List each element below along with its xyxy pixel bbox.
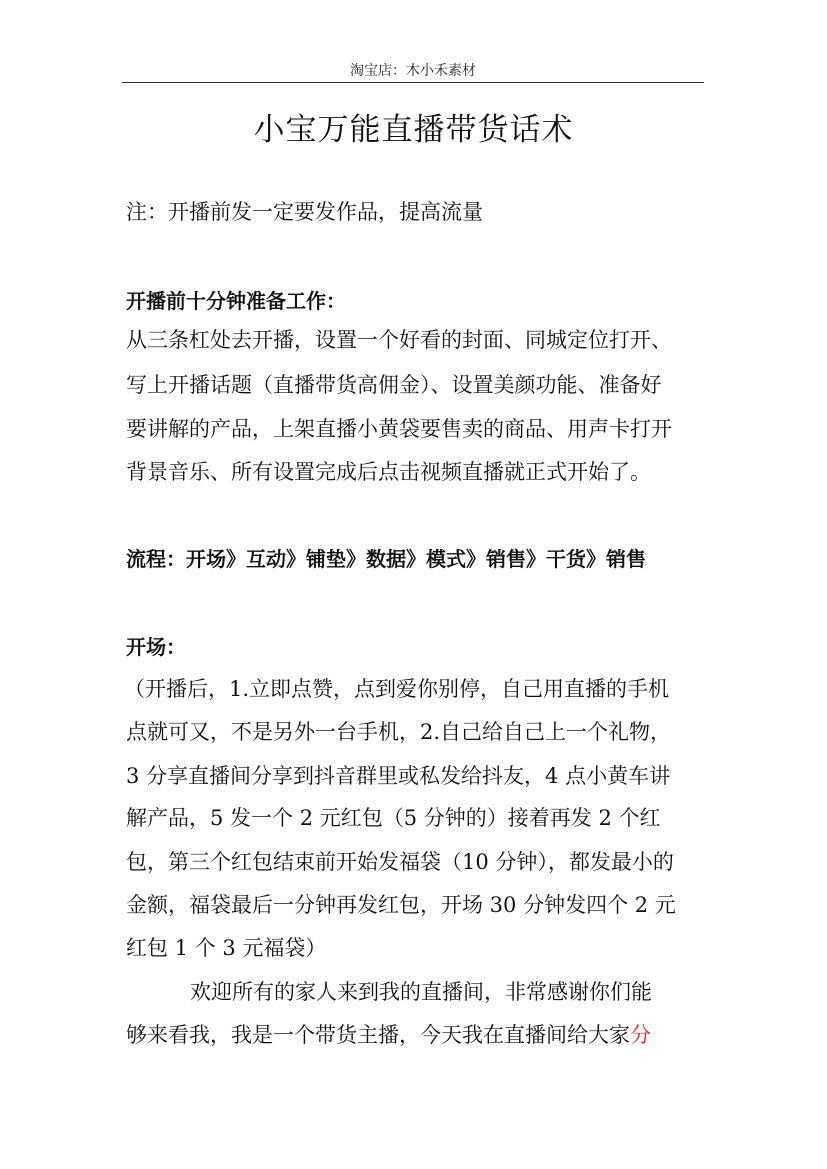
prep-line: 写上开播话题（直播带货高佣金）、设置美颜功能、准备好	[126, 373, 662, 397]
note-text: 注：开播前发一定要发作品，提高流量	[126, 200, 483, 224]
prep-heading: 开播前十分钟准备工作：	[126, 289, 346, 313]
opening-line: 包，第三个红包结束前开始发福袋（10 分钟），都发最小的	[126, 850, 674, 874]
opening-line: 点就可又，不是另外一台手机，2.自己给自己上一个礼物，	[126, 720, 672, 744]
header-divider	[122, 82, 704, 83]
prep-line: 要讲解的产品，上架直播小黄袋要售卖的商品、用声卡打开	[126, 417, 672, 441]
prep-line: 背景音乐、所有设置完成后点击视频直播就正式开始了。	[126, 460, 651, 484]
opening-line: （开播后，1.立即点赞，点到爱你别停，自己用直播的手机	[124, 677, 670, 701]
opening-line: 解产品，5 发一个 2 元红包（5 分钟的）接着再发 2 个红	[126, 806, 661, 830]
prep-line: 从三条杠处去开播，设置一个好看的封面、同城定位打开、	[126, 328, 672, 352]
flow-heading: 流程：开场》互动》铺垫》数据》模式》销售》干货》销售	[126, 547, 646, 571]
opening-heading: 开场：	[126, 635, 186, 659]
opening-script-text: 够来看我，我是一个带货主播，今天我在直播间给大家	[126, 1023, 630, 1047]
opening-script-line	[126, 1019, 651, 1049]
highlighted-text: 分	[630, 1023, 651, 1047]
header-shop-name: 淘宝店：木小禾素材	[350, 63, 476, 79]
opening-line: 金额，福袋最后一分钟再发红包，开场 30 分钟发四个 2 元	[126, 893, 676, 917]
opening-line: 3 分享直播间分享到抖音群里或私发给抖友，4 点小黄车讲	[126, 764, 671, 788]
opening-script-line: 欢迎所有的家人来到我的直播间，非常感谢你们能	[190, 980, 652, 1004]
opening-line: 红包 1 个 3 元福袋）	[126, 936, 327, 960]
document-title: 小宝万能直播带货话术	[253, 112, 574, 148]
